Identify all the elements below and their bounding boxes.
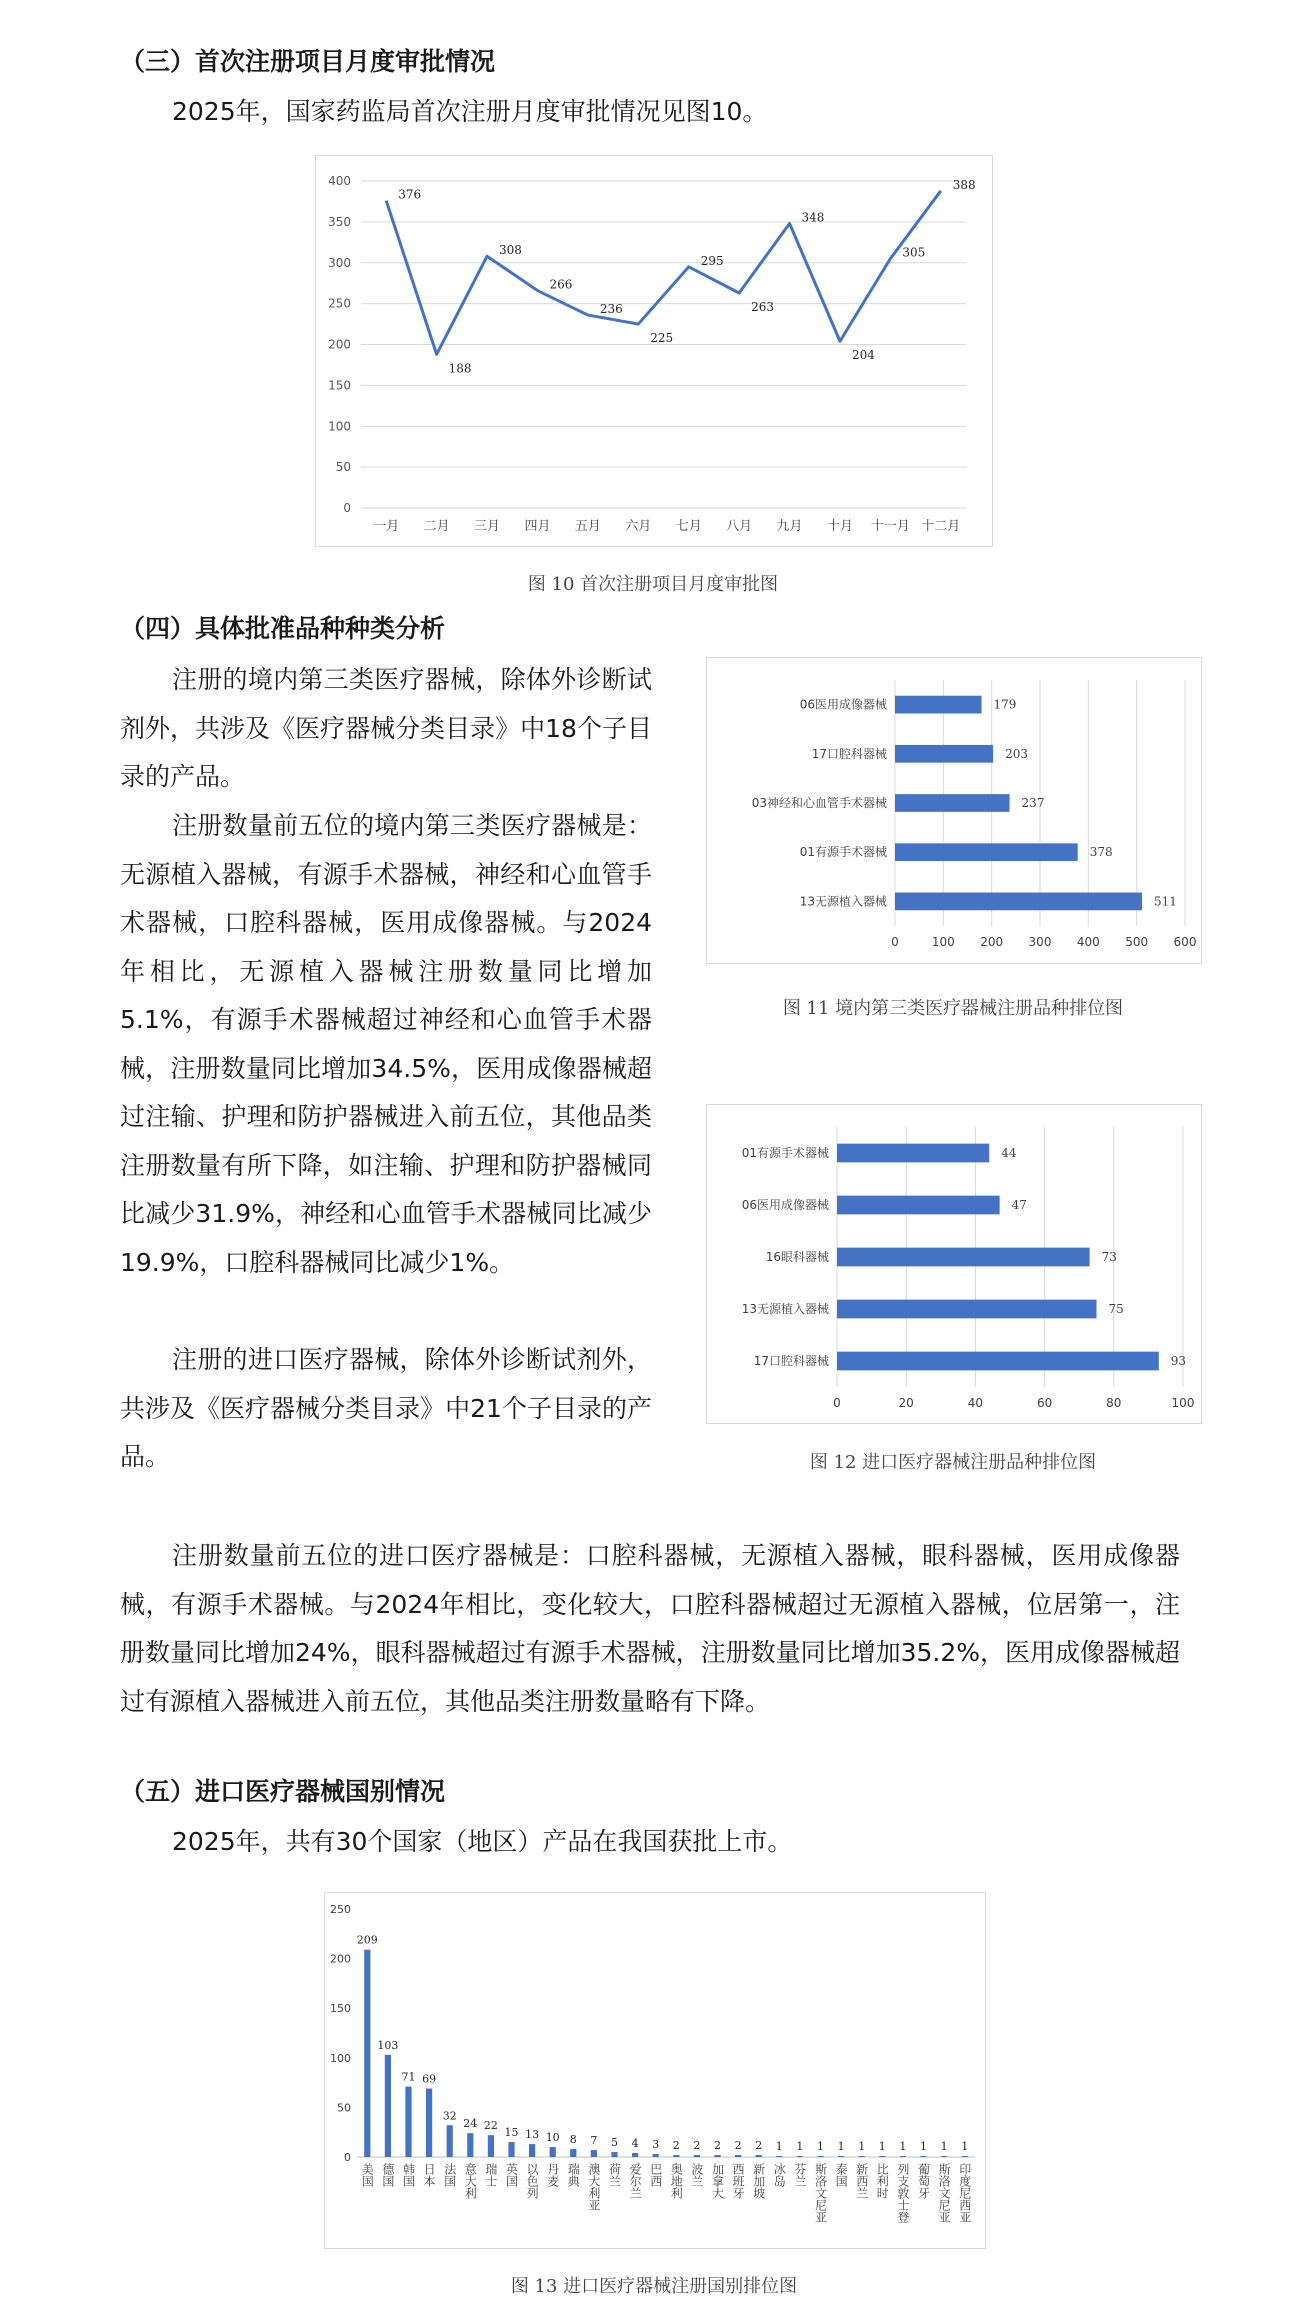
category-label: 16眼科器械 (765, 1250, 829, 1264)
bar (817, 2156, 823, 2157)
data-label: 2 (672, 2139, 680, 2153)
data-label: 1 (940, 2140, 948, 2154)
category-label: 加拿大 (710, 2163, 725, 2199)
bar (962, 2156, 968, 2157)
bar (838, 2156, 844, 2157)
x-tick-label: 八月 (726, 519, 753, 534)
data-label: 511 (1153, 894, 1177, 909)
category-label: 17口腔科器械 (811, 746, 887, 761)
data-label: 225 (650, 331, 674, 346)
bar (529, 2144, 535, 2157)
data-label: 236 (599, 302, 623, 317)
x-tick-label: 20 (898, 1396, 914, 1410)
figure-12-caption: 图 12 进口医疗器械注册品种排位图 (809, 1452, 1097, 1473)
figure-13-caption: 图 13 进口医疗器械注册国别排位图 (510, 2276, 798, 2297)
data-label: 32 (442, 2109, 457, 2123)
data-label: 388 (952, 177, 976, 192)
bar-chart-fig11 (707, 658, 1201, 963)
category-label: 17口腔科器械 (753, 1354, 829, 1368)
data-label: 69 (422, 2072, 437, 2086)
category-label: 葡萄牙 (916, 2163, 931, 2199)
category-label: 韩国 (401, 2163, 416, 2187)
y-tick-label: 300 (328, 255, 351, 270)
data-label: 2 (693, 2139, 701, 2153)
category-label: 01有源手术器械 (799, 845, 887, 860)
x-tick-label: 七月 (675, 519, 702, 534)
bar (895, 696, 982, 714)
bar (837, 1248, 1090, 1267)
category-label: 美国 (360, 2163, 375, 2187)
figure-11-frame (706, 657, 1202, 964)
bar (488, 2135, 494, 2157)
bar (837, 1300, 1097, 1319)
section-paragraph-4b: 注册数量前五位的境内第三类医疗器械是：无源植入器械，有源手术器械，神经和心血管手术器械，口腔科器械，医用成像器械。与2024年相比，无源植入器械注册数量同比增加5.1%，有源手术器械超过神经和心血管手术器械，注册数量同比增加34.5%，医用成像器械超过注输、护理和防护器械进入前五位，其他品类注册数量有所下降，如注输、护理和防护器械同比减少31.9%，神经和心血管手术器械同比减少19.9%，口腔科器械同比减少1%。 (120, 811, 652, 1277)
data-label: 204 (851, 348, 875, 363)
x-tick-label: 六月 (625, 519, 652, 534)
section-heading-4: （四）具体批准品种种类分析 (120, 614, 446, 643)
x-tick-label: 500 (1125, 935, 1149, 949)
bar (508, 2142, 514, 2157)
y-tick-label: 0 (343, 501, 351, 515)
data-label: 44 (1001, 1146, 1017, 1160)
section-paragraph-4d: 注册数量前五位的进口医疗器械是：口腔科器械，无源植入器械，眼科器械，医用成像器械，有源手术器械。与2024年相比，变化较大，口腔科器械超过无源植入器械，位居第一，注册数量同比增加24%，眼科器械超过有源手术器械，注册数量同比增加35.2%，医用成像器械超过有源植入器械进入前五位，其他品类注册数量略有下降。 (120, 1541, 1180, 1716)
data-label: 7 (590, 2134, 598, 2148)
x-tick-label: 80 (1106, 1396, 1122, 1410)
data-label: 47 (1011, 1198, 1027, 1212)
data-label: 308 (499, 243, 522, 258)
data-label: 266 (549, 277, 573, 292)
data-label: 348 (801, 210, 825, 225)
x-tick-label: 600 (1173, 935, 1197, 949)
figure-10-frame (315, 155, 993, 547)
category-label: 03神经和心血管手术器械 (751, 796, 887, 810)
bar (385, 2055, 391, 2157)
bar (900, 2156, 906, 2157)
category-label: 斯洛文尼亚 (937, 2163, 952, 2223)
data-label: 2 (734, 2139, 742, 2153)
bar (632, 2153, 638, 2157)
category-label: 新加坡 (751, 2163, 766, 2199)
category-label: 爱尔兰 (628, 2163, 643, 2199)
bar (756, 2155, 762, 2157)
data-label: 24 (463, 2117, 478, 2131)
x-tick-label: 40 (967, 1396, 984, 1410)
data-label: 179 (993, 697, 1017, 712)
data-label: 1 (878, 2140, 886, 2154)
bar (920, 2156, 926, 2157)
y-tick-label: 50 (335, 460, 351, 475)
category-label: 奥地利 (669, 2163, 684, 2199)
bar (895, 893, 1142, 911)
y-tick-label: 200 (328, 337, 351, 352)
bar (797, 2156, 803, 2157)
bar (895, 843, 1078, 861)
y-tick-label: 100 (330, 2051, 351, 2065)
x-tick-label: 200 (980, 935, 1004, 949)
category-label: 斯洛文尼亚 (813, 2163, 828, 2223)
section-paragraph-4c: 注册的进口医疗器械，除体外诊断试剂外，共涉及《医疗器械分类目录》中21个子目录的产品。 (120, 1345, 652, 1471)
x-tick-label: 300 (1028, 935, 1052, 949)
figure-10-caption: 图 10 首次注册项目月度审批图 (527, 574, 779, 595)
bar (776, 2156, 782, 2157)
bar (895, 745, 993, 763)
y-tick-label: 150 (328, 378, 351, 393)
bar (467, 2133, 473, 2157)
category-label: 列支敦士登 (895, 2163, 910, 2223)
section-heading-5: （五）进口医疗器械国别情况 (120, 1777, 446, 1806)
x-tick-label: 二月 (423, 519, 450, 534)
bar (364, 1950, 370, 2157)
section-paragraph-3: 2025年，国家药监局首次注册月度审批情况见图10。 (172, 97, 768, 126)
data-label: 93 (1170, 1354, 1187, 1368)
category-label: 日本 (422, 2163, 437, 2187)
x-tick-label: 0 (891, 935, 899, 949)
category-label: 芬兰 (792, 2163, 807, 2187)
y-tick-label: 250 (328, 296, 351, 311)
category-label: 比利时 (875, 2163, 890, 2199)
y-tick-label: 150 (330, 2002, 351, 2016)
category-label: 丹麦 (545, 2163, 560, 2187)
x-tick-label: 十二月 (921, 519, 961, 534)
section-paragraph-4a: 注册的境内第三类医疗器械，除体外诊断试剂外，共涉及《医疗器械分类目录》中18个子目录的产品。 (120, 665, 652, 791)
bar (653, 2154, 659, 2157)
data-label: 1 (817, 2140, 824, 2154)
y-tick-label: 200 (330, 1952, 351, 1966)
data-label: 203 (1005, 746, 1029, 761)
category-label: 瑞典 (566, 2163, 581, 2187)
data-label: 188 (448, 361, 472, 376)
data-label: 1 (899, 2140, 907, 2154)
data-label: 1 (961, 2140, 969, 2154)
data-label: 1 (858, 2140, 866, 2154)
x-tick-label: 九月 (776, 519, 803, 534)
x-tick-label: 一月 (373, 519, 400, 534)
data-label: 103 (377, 2038, 399, 2052)
data-label: 1 (837, 2140, 845, 2154)
bar (837, 1144, 989, 1163)
category-label: 德国 (380, 2163, 395, 2187)
data-label: 209 (356, 1933, 378, 1947)
line-chart-fig10 (316, 156, 992, 546)
data-label: 13 (525, 2128, 540, 2142)
bar (611, 2152, 617, 2157)
data-label: 8 (569, 2133, 577, 2147)
y-tick-label: 0 (344, 2151, 351, 2164)
x-tick-label: 100 (931, 935, 955, 949)
data-label: 2 (714, 2139, 721, 2153)
bar (570, 2149, 576, 2157)
bar (859, 2156, 865, 2157)
data-label: 305 (902, 245, 926, 260)
y-tick-label: 350 (328, 214, 351, 229)
category-label: 澳大利亚 (586, 2163, 601, 2211)
category-label: 01有源手术器械 (741, 1146, 829, 1160)
data-label: 378 (1089, 845, 1113, 860)
section-heading-3: （三）首次注册项目月度审批情况 (120, 47, 496, 76)
data-label: 73 (1101, 1250, 1117, 1264)
figure-12-frame (706, 1104, 1202, 1424)
category-label: 以色列 (525, 2163, 540, 2199)
category-label: 冰岛 (772, 2163, 787, 2187)
x-tick-label: 三月 (474, 519, 501, 534)
x-tick-label: 100 (1171, 1396, 1195, 1410)
bar-chart-fig13 (325, 1893, 985, 2248)
category-label: 英国 (504, 2163, 519, 2187)
category-label: 波兰 (689, 2163, 704, 2187)
data-label: 5 (611, 2136, 618, 2150)
category-label: 13无源植入器械 (741, 1302, 829, 1316)
x-tick-label: 四月 (524, 519, 551, 534)
category-label: 印度尼西亚 (957, 2163, 972, 2223)
category-label: 06医用成像器械 (741, 1198, 829, 1212)
bar (879, 2156, 885, 2157)
y-tick-label: 400 (328, 174, 351, 188)
data-label: 1 (920, 2140, 927, 2154)
bar (714, 2155, 720, 2157)
category-label: 法国 (442, 2163, 457, 2187)
data-label: 15 (504, 2126, 519, 2140)
data-label: 10 (545, 2131, 560, 2145)
data-label: 237 (1021, 796, 1045, 810)
y-tick-label: 250 (330, 1903, 351, 1916)
bar (837, 1352, 1159, 1371)
x-tick-label: 十月 (826, 519, 853, 534)
data-label: 4 (631, 2137, 639, 2151)
bar (550, 2147, 556, 2157)
category-label: 新西兰 (854, 2163, 869, 2199)
category-label: 泰国 (834, 2163, 849, 2187)
data-label: 22 (483, 2119, 498, 2133)
category-label: 荷兰 (607, 2163, 622, 2187)
y-tick-label: 50 (337, 2101, 351, 2115)
bar (837, 1196, 1000, 1215)
figure-13-frame (324, 1892, 986, 2249)
bar (735, 2155, 741, 2157)
data-label: 295 (700, 253, 724, 268)
data-label: 3 (652, 2138, 660, 2152)
x-tick-label: 60 (1036, 1396, 1053, 1410)
category-label: 巴西 (648, 2163, 663, 2187)
category-label: 意大利 (463, 2163, 478, 2199)
data-label: 1 (775, 2140, 783, 2154)
x-tick-label: 0 (833, 1396, 841, 1410)
bar (673, 2155, 679, 2157)
figure-11-caption: 图 11 境内第三类医疗器械注册品种排位图 (782, 998, 1124, 1019)
x-tick-label: 十一月 (870, 519, 910, 534)
category-label: 瑞士 (483, 2163, 498, 2187)
x-tick-label: 400 (1076, 935, 1100, 949)
category-label: 西班牙 (731, 2163, 746, 2199)
bar (447, 2125, 453, 2157)
data-line (386, 191, 941, 355)
bar (694, 2155, 700, 2157)
section-paragraph-5: 2025年，共有30个国家（地区）产品在我国获批上市。 (172, 1827, 793, 1856)
data-label: 71 (401, 2070, 416, 2084)
data-label: 2 (755, 2139, 763, 2153)
data-label: 376 (398, 187, 422, 202)
bar (426, 2089, 432, 2157)
data-label: 1 (796, 2140, 804, 2154)
x-tick-label: 五月 (574, 519, 601, 534)
data-label: 263 (751, 299, 775, 314)
y-tick-label: 100 (328, 419, 351, 434)
bar-chart-fig12 (707, 1105, 1201, 1423)
bar (405, 2087, 411, 2157)
bar (591, 2150, 597, 2157)
bar (895, 794, 1010, 812)
category-label: 13无源植入器械 (799, 894, 887, 909)
bar (941, 2156, 947, 2157)
category-label: 06医用成像器械 (799, 697, 887, 712)
data-label: 75 (1108, 1302, 1124, 1316)
